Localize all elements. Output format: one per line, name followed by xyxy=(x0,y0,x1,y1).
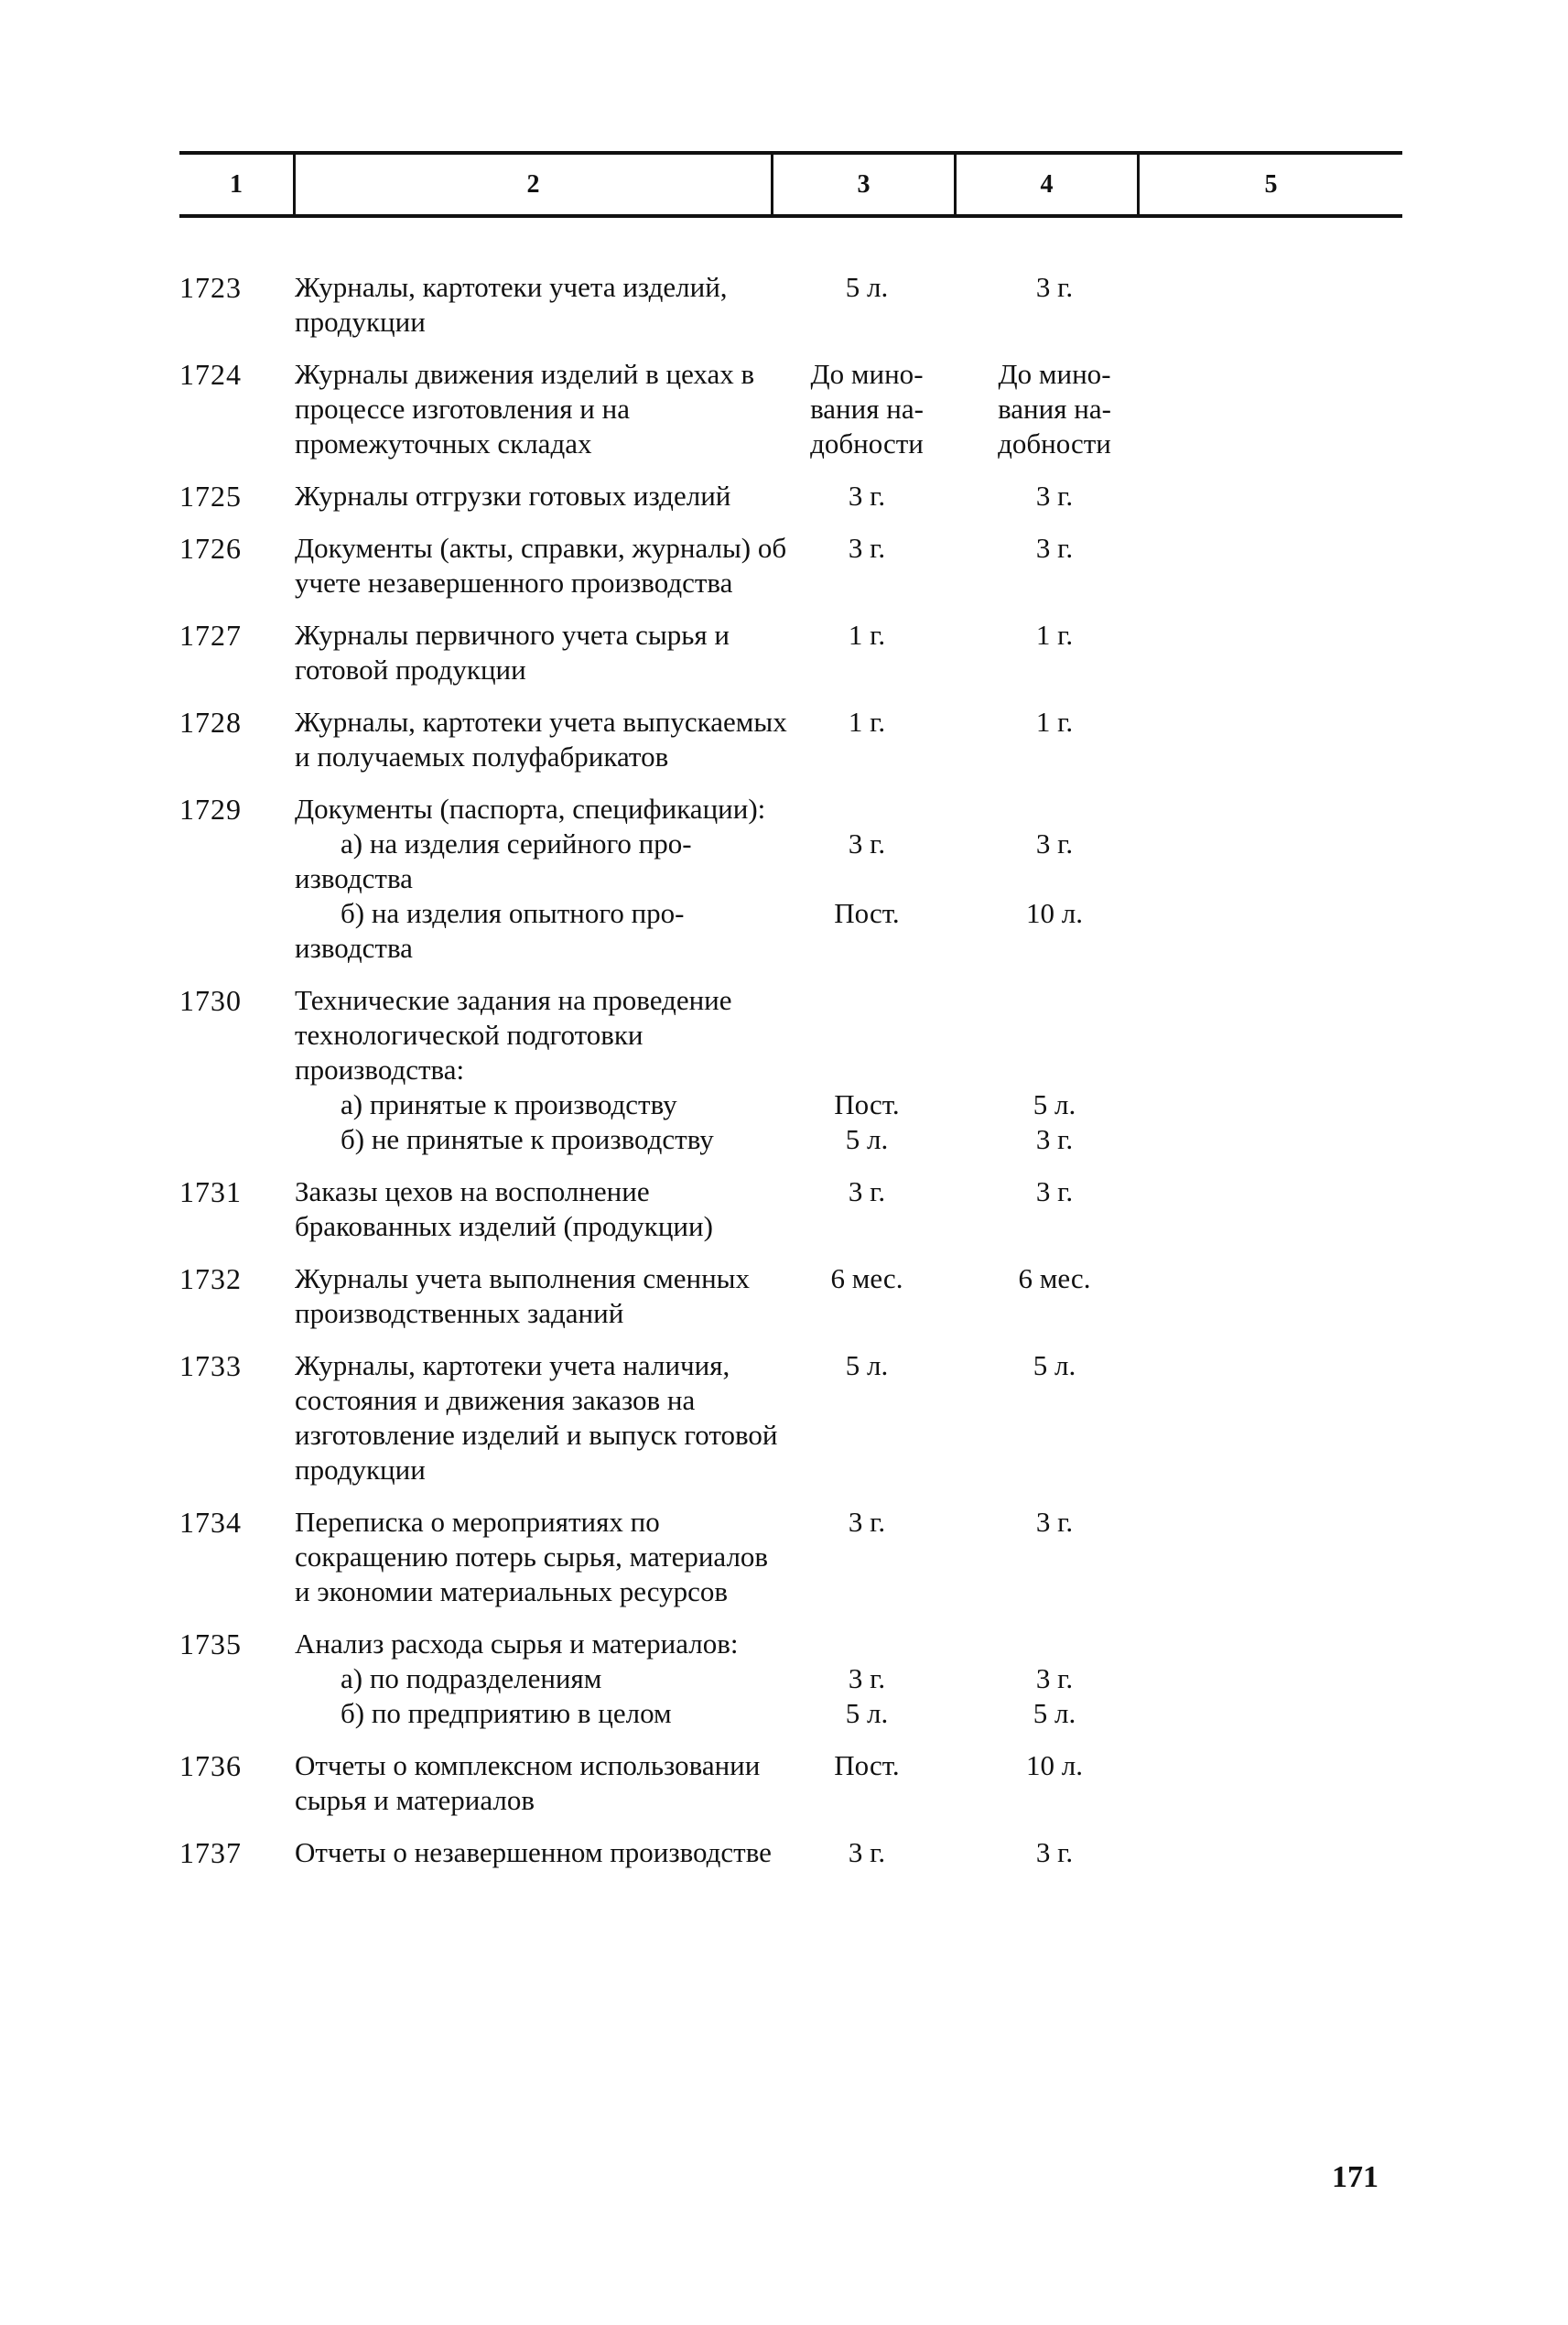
table-row xyxy=(0,1627,1568,1731)
header-col-3: 3 xyxy=(857,169,871,199)
row-number: 1732 xyxy=(179,1262,242,1295)
header-col-5: 5 xyxy=(1264,169,1278,199)
row-term-col3: 3 г. xyxy=(848,1506,886,1538)
sub-item-term-col3: 3 г. xyxy=(848,827,886,860)
sub-item-description: б) не принятые к производству xyxy=(341,1123,714,1155)
row-term-col4: 6 мес. xyxy=(1018,1262,1091,1294)
row-number: 1724 xyxy=(179,358,242,391)
row-description: Документы (паспорта, спецификации): xyxy=(295,793,766,825)
sub-item-description: б) на изделия опытного производства xyxy=(295,897,685,964)
row-term-col3: 5 л. xyxy=(845,271,889,303)
row-number: 1733 xyxy=(179,1349,242,1382)
row-term-col4: 3 г. xyxy=(1035,271,1074,303)
row-description: Журналы первичного учета сырья и готовой продукции xyxy=(295,619,730,686)
sub-item xyxy=(0,1087,1568,1122)
row-term-col3: 5 л. xyxy=(845,1349,889,1381)
sub-item-term-col4: 3 г. xyxy=(1035,827,1074,860)
sub-item-term-col3: 3 г. xyxy=(848,1662,886,1694)
row-description: Отчеты о незавершенном производстве xyxy=(295,1836,772,1868)
row-number: 1731 xyxy=(179,1175,242,1208)
sub-item-term-col4: 3 г. xyxy=(1035,1123,1074,1155)
sub-item xyxy=(0,1696,1568,1731)
row-term-col3: 1 г. xyxy=(848,619,886,651)
table-body xyxy=(0,270,1568,1887)
sub-item-term-col3: Пост. xyxy=(834,897,900,929)
sub-item xyxy=(0,896,1568,966)
row-number: 1737 xyxy=(179,1836,242,1869)
sub-item-term-col4: 5 л. xyxy=(1033,1697,1076,1729)
table-row xyxy=(0,270,1568,340)
row-term-col4: 3 г. xyxy=(1035,1506,1074,1538)
sub-item xyxy=(0,827,1568,896)
row-term-col3: 3 г. xyxy=(848,480,886,512)
row-description: Журналы движения изделий в цехах в процессе изготовления и на промежуточных складах xyxy=(295,358,755,460)
table-row xyxy=(0,1261,1568,1331)
row-description: Журналы, картотеки учета наличия, состояния и движения заказов на изготовление изделий и выпуск готовой продукции xyxy=(295,1349,778,1486)
row-number: 1729 xyxy=(179,793,242,826)
sub-item-description: а) на изделия серийного производства xyxy=(295,827,692,894)
row-description: Документы (акты, справки, журналы) об учете незавершенного производства xyxy=(295,532,787,599)
sub-item-description: а) принятые к производству xyxy=(341,1088,677,1120)
table-row xyxy=(0,1748,1568,1818)
sub-item-term-col3: 5 л. xyxy=(845,1123,889,1155)
row-term-col3: 1 г. xyxy=(848,706,886,738)
row-description: Журналы, картотеки учета выпускаемых и получаемых полуфабрикатов xyxy=(295,706,787,773)
table-header xyxy=(179,151,1402,218)
sub-item-term-col4: 5 л. xyxy=(1033,1088,1076,1120)
row-term-col3: 3 г. xyxy=(848,1836,886,1868)
row-description: Журналы отгрузки готовых изделий xyxy=(295,480,731,512)
row-description: Переписка о мероприятиях по сокращению потерь сырья, материалов и экономии материальных ресурсов xyxy=(295,1506,769,1607)
table-row xyxy=(0,1835,1568,1870)
row-number: 1728 xyxy=(179,706,242,739)
table-row xyxy=(0,1174,1568,1244)
row-number: 1734 xyxy=(179,1506,242,1539)
row-term-col4: До минования надобности xyxy=(998,358,1111,460)
table-row xyxy=(0,618,1568,687)
row-term-col4: 3 г. xyxy=(1035,1175,1074,1207)
row-number: 1727 xyxy=(179,619,242,652)
row-term-col3: 3 г. xyxy=(848,1175,886,1207)
row-description: Заказы цехов на восполнение бракованных изделий (продукции) xyxy=(295,1175,713,1242)
row-term-col4: 1 г. xyxy=(1035,706,1074,738)
row-term-col3: Пост. xyxy=(834,1749,900,1781)
row-term-col3: До минования надобности xyxy=(810,358,924,460)
row-term-col4: 10 л. xyxy=(1026,1749,1083,1781)
row-term-col4: 5 л. xyxy=(1033,1349,1076,1381)
table-row xyxy=(0,705,1568,774)
row-term-col4: 3 г. xyxy=(1035,1836,1074,1868)
table-row xyxy=(0,531,1568,600)
sub-item-term-col3: 5 л. xyxy=(845,1697,889,1729)
row-term-col4: 1 г. xyxy=(1035,619,1074,651)
row-term-col4: 3 г. xyxy=(1035,532,1074,564)
row-number: 1736 xyxy=(179,1749,242,1782)
sub-item-term-col3: Пост. xyxy=(834,1088,900,1120)
row-number: 1723 xyxy=(179,271,242,304)
sub-item-term-col4: 3 г. xyxy=(1035,1662,1074,1694)
table-row xyxy=(0,1505,1568,1609)
row-number: 1725 xyxy=(179,480,242,513)
sub-item xyxy=(0,1122,1568,1157)
row-number: 1726 xyxy=(179,532,242,565)
sub-item xyxy=(0,1661,1568,1696)
table-row xyxy=(0,792,1568,966)
sub-item-description: б) по предприятию в целом xyxy=(341,1697,672,1729)
header-col-4: 4 xyxy=(1040,169,1054,199)
table-row xyxy=(0,983,1568,1157)
sub-item-term-col4: 10 л. xyxy=(1026,897,1083,929)
row-number: 1730 xyxy=(179,984,242,1017)
sub-item-description: а) по подразделениям xyxy=(341,1662,602,1694)
row-description: Журналы, картотеки учета изделий, продукции xyxy=(295,271,728,338)
row-description: Анализ расхода сырья и материалов: xyxy=(295,1628,739,1660)
row-description: Журналы учета выполнения сменных производственных заданий xyxy=(295,1262,751,1329)
table-row xyxy=(0,479,1568,514)
row-term-col4: 3 г. xyxy=(1035,480,1074,512)
row-description: Технические задания на проведение технологической подготовки производства: xyxy=(295,984,732,1086)
table-row xyxy=(0,357,1568,461)
table-row xyxy=(0,1348,1568,1487)
row-term-col3: 3 г. xyxy=(848,532,886,564)
row-number: 1735 xyxy=(179,1628,242,1660)
row-description: Отчеты о комплексном использовании сырья и материалов xyxy=(295,1749,761,1816)
header-col-1: 1 xyxy=(230,169,243,199)
page-number: 171 xyxy=(1332,2160,1379,2194)
header-col-2: 2 xyxy=(526,169,540,199)
row-term-col3: 6 мес. xyxy=(830,1262,903,1294)
